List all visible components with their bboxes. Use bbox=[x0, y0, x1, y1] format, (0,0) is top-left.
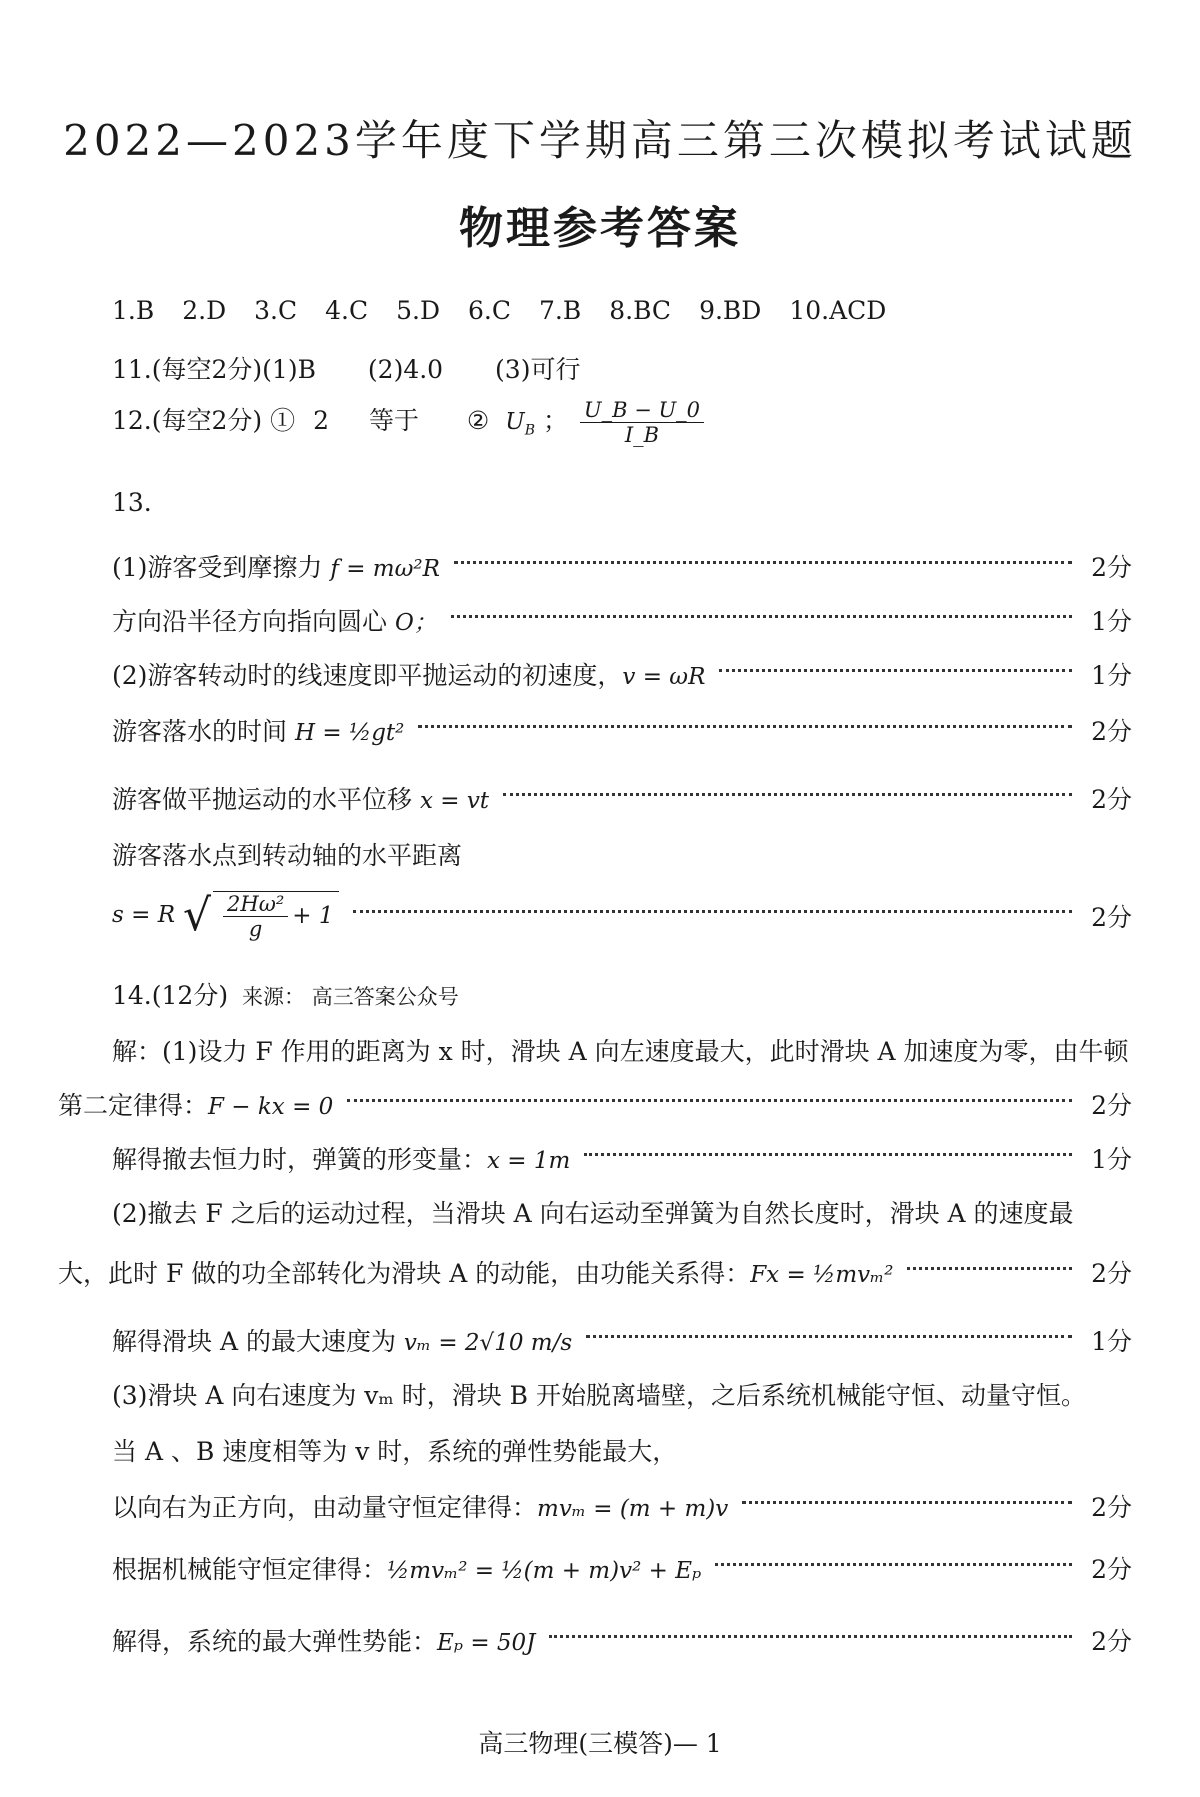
mc-answer: 1.B bbox=[112, 296, 155, 325]
mc-answer: 3.C bbox=[254, 296, 298, 325]
q13-l5-text: 游客做平抛运动的水平位移 x = vt bbox=[112, 785, 490, 814]
leader-dots bbox=[584, 1153, 1072, 1156]
leader-dots bbox=[418, 725, 1072, 728]
leader-dots bbox=[719, 669, 1072, 672]
q13-l1-text: (1)游客受到摩擦力 f = mω²R bbox=[112, 553, 440, 582]
leader-dots bbox=[454, 561, 1072, 564]
leader-dots bbox=[503, 793, 1072, 796]
q13-line-1 bbox=[112, 548, 1132, 584]
q12-frac-den: I_B bbox=[624, 423, 660, 447]
q14-line-10: 根据机械能守恒定律得：½mvₘ² = ½(m + m)v² + Eₚ 2分 bbox=[112, 1555, 1132, 1584]
q13-l2-score: 1分 bbox=[1091, 607, 1132, 636]
q12-frac-num: U_B − U_0 bbox=[580, 398, 704, 423]
q14-source: 来源： 高三答案公众号 bbox=[242, 985, 459, 1009]
q13-l2-text: 方向沿半径方向指向圆心 O； bbox=[112, 607, 437, 636]
q13-final-formula: s = R √ $\frac{\text{2Hω²}}{g}$ + 1 bbox=[112, 890, 339, 941]
q12-ub: $U_B$ bbox=[505, 409, 535, 439]
q11-line bbox=[112, 350, 1132, 386]
leader-dots bbox=[715, 1563, 1072, 1566]
leader-dots bbox=[353, 910, 1072, 913]
q12-fraction bbox=[580, 398, 704, 447]
leader-dots bbox=[347, 1099, 1072, 1102]
sqrt-icon: √ bbox=[182, 890, 212, 941]
mc-answer: 5.D bbox=[396, 296, 441, 325]
q11-lead: 11.(每空2分)(1)B bbox=[112, 355, 316, 384]
q14-line-5: 大，此时 F 做的功全部转化为滑块 A 的动能，由功能关系得：Fx = ½mvₘ² 2分 bbox=[58, 1259, 1132, 1288]
q14-line-7: (3)滑块 A 向右速度为 vₘ 时，滑块 B 开始脱离墙壁，之后系统机械能守恒、动量守恒。 bbox=[112, 1381, 1086, 1410]
leader-dots bbox=[907, 1267, 1072, 1270]
q11-part2: (2)4.0 bbox=[367, 355, 444, 384]
q13-line-2 bbox=[112, 602, 1132, 638]
mc-answer: 9.BD bbox=[699, 296, 762, 325]
q13-l3-text: (2)游客转动时的线速度即平抛运动的初速度，v = ωR bbox=[112, 661, 706, 690]
mc-answer: 8.BC bbox=[609, 296, 672, 325]
q12-circle1: ① bbox=[270, 406, 296, 435]
q13-line-3 bbox=[112, 656, 1132, 692]
q12-semicolon: ； bbox=[542, 406, 568, 435]
leader-dots bbox=[742, 1501, 1072, 1504]
q12-word1: 等于 bbox=[368, 406, 419, 435]
page-title: 2022—2023学年度下学期高三第三次模拟考试试题 bbox=[63, 116, 1137, 165]
mc-answers-line bbox=[112, 296, 1132, 325]
mc-answer: 6.C bbox=[468, 296, 511, 325]
q13-line-6: 游客落水点到转动轴的水平距离 bbox=[112, 841, 463, 870]
q14-line-6: 解得滑块 A 的最大速度为 vₘ = 2√10 m/s 1分 bbox=[112, 1327, 1132, 1356]
leader-dots bbox=[549, 1635, 1072, 1638]
q13-l4-text: 游客落水的时间 H = ½gt² bbox=[112, 717, 405, 746]
q14-line-2: 第二定律得：F − kx = 0 2分 bbox=[58, 1091, 1132, 1120]
q13-label: 13. bbox=[112, 488, 152, 517]
mc-answer: 10.ACD bbox=[789, 296, 887, 325]
q12-value1: 2 bbox=[313, 406, 329, 435]
mc-answer: 2.D bbox=[182, 296, 227, 325]
q14-line-1: 解：(1)设力 F 作用的距离为 x 时，滑块 A 向左速度最大，此时滑块 A 加速度为零，由牛顿 bbox=[112, 1037, 1129, 1066]
q14-line-9: 以向右为正方向，由动量守恒定律得：mvₘ = (m + m)v 2分 bbox=[112, 1493, 1132, 1522]
page-footer: 高三物理(三模答)— 1 bbox=[478, 1729, 722, 1758]
q13-line-4 bbox=[112, 712, 1132, 748]
q13-l4-score: 2分 bbox=[1091, 717, 1132, 746]
q13-line-5 bbox=[112, 780, 1132, 816]
q13-l1-score: 2分 bbox=[1091, 553, 1132, 582]
q13-l5-score: 2分 bbox=[1091, 785, 1132, 814]
leader-dots bbox=[586, 1335, 1072, 1338]
page-subtitle: 物理参考答案 bbox=[459, 203, 741, 254]
q13-final-score: 2分 bbox=[1091, 902, 1132, 932]
q13-final-line bbox=[112, 890, 1132, 941]
q14-line-11: 解得，系统的最大弹性势能：Eₚ = 50J 2分 bbox=[112, 1627, 1132, 1656]
q14-line-8: 当 A 、B 速度相等为 v 时，系统的弹性势能最大， bbox=[112, 1437, 678, 1466]
mc-answer: 4.C bbox=[325, 296, 369, 325]
q14-line-4: (2)撤去 F 之后的运动过程，当滑块 A 向右运动至弹簧为自然长度时，滑块 A 的速度最 bbox=[112, 1199, 1074, 1228]
q14-label: 14.(12分) bbox=[112, 981, 229, 1010]
q12-lead: 12.(每空2分) bbox=[112, 406, 263, 435]
q12-line bbox=[112, 398, 1132, 447]
q11-part3: (3)可行 bbox=[495, 355, 581, 384]
leader-dots bbox=[451, 615, 1072, 618]
q14-header bbox=[112, 976, 1132, 1012]
mc-answer: 7.B bbox=[539, 296, 582, 325]
q12-circle2: ② bbox=[466, 406, 490, 435]
q14-line-3: 解得撤去恒力时，弹簧的形变量：x = 1m 1分 bbox=[112, 1145, 1132, 1174]
q13-l3-score: 1分 bbox=[1091, 661, 1132, 690]
